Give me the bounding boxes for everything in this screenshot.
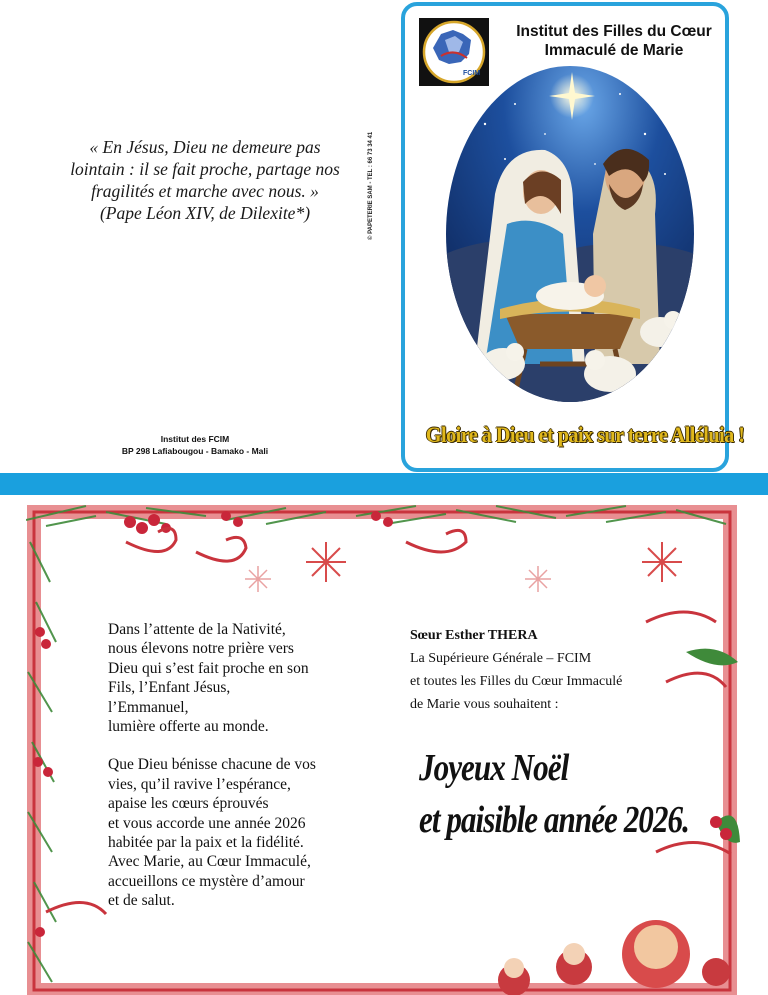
paragraph-gap: [108, 736, 378, 755]
address-line-2: BP 298 Lafiabougou - Bamako - Mali: [121, 446, 269, 456]
institute-title-line-2: Immaculé de Marie: [544, 42, 684, 59]
message-line: lumière offerte au monde.: [108, 718, 269, 736]
message-line: Fils, l’Enfant Jésus,: [108, 679, 231, 697]
quote-line: fragilités et marche avec nous. »: [91, 181, 319, 201]
sender-name: Sœur Esther THERA: [410, 628, 538, 643]
new-year-greeting: [419, 742, 689, 846]
quote-line: lointain : il se fait proche, partage nos: [70, 159, 340, 179]
greeting-line-2: et paisible année 2026.: [419, 799, 689, 841]
sender-line: et toutes les Filles du Cœur Immaculé: [410, 674, 623, 689]
address-line-1: Institut des FCIM: [160, 434, 230, 444]
christmas-message: [108, 620, 378, 911]
institute-title: [503, 22, 725, 60]
sender-line: La Supérieure Générale – FCIM: [410, 651, 592, 666]
front-cover: [401, 2, 745, 472]
message-line: Dans l’attente de la Nativité,: [108, 621, 286, 638]
sender-block: [410, 624, 710, 716]
nativity-scene-image: [445, 64, 695, 404]
institute-address: [70, 433, 320, 457]
message-line: Avec Marie, au Cœur Immaculé,: [108, 853, 311, 871]
pope-quote: [50, 136, 360, 224]
message-line: et vous accorde une année 2026: [108, 814, 306, 832]
quote-attribution: (Pape Léon XIV, de Dilexite*): [99, 203, 311, 223]
message-line: nous élevons notre prière vers: [108, 640, 294, 658]
message-line: Dieu qui s’est fait proche en son: [108, 659, 309, 677]
glory-banner: Gloire à Dieu et paix sur terre Alléluia !: [425, 422, 745, 447]
message-line: accueillons ce mystère d’amour: [108, 872, 305, 890]
printer-credit: © PAPETERIE SAM - TEL : 66 73 34 41: [368, 131, 374, 240]
message-line: vies, qu’il ravive l’espérance,: [108, 775, 291, 793]
message-line: l’Emmanuel,: [108, 698, 189, 716]
greeting-line-1: Joyeux Noël: [419, 747, 569, 789]
message-line: apaise les cœurs éprouvés: [108, 795, 269, 813]
institute-title-line-1: Institut des Filles du Cœur: [516, 23, 712, 40]
fold-band: [0, 473, 768, 495]
svg-text:FCIM: FCIM: [463, 70, 481, 77]
quote-line: « En Jésus, Dieu ne demeure pas: [89, 137, 321, 157]
sender-line: de Marie vous souhaitent :: [410, 697, 559, 712]
message-line: et de salut.: [108, 892, 175, 910]
message-line: habitée par la paix et la fidélité.: [108, 834, 304, 852]
message-line: Que Dieu bénisse chacune de vos: [108, 756, 316, 774]
